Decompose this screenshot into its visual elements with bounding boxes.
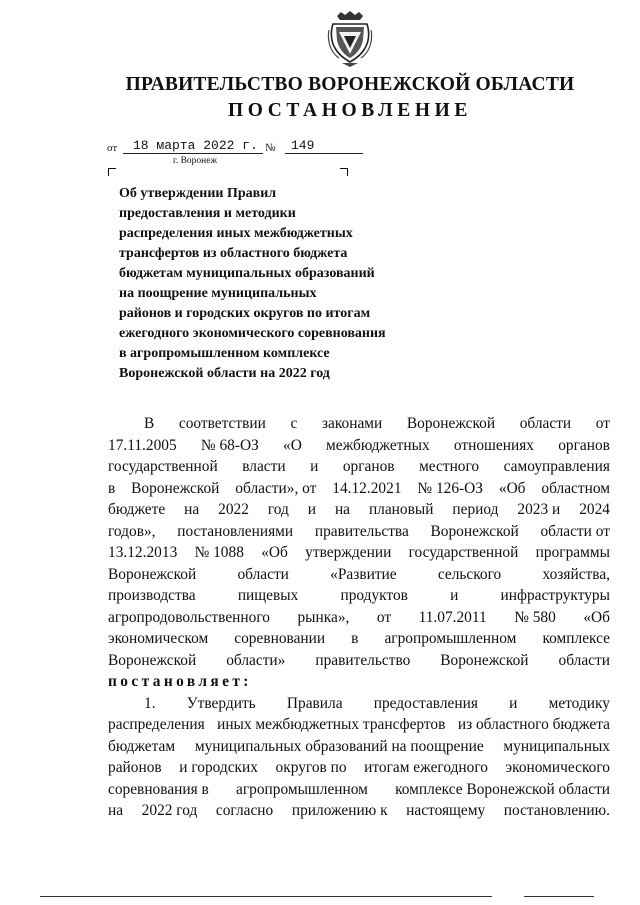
subject-line: районов и городских округов по итогам (119, 306, 371, 321)
item-1-paragraph (108, 693, 610, 822)
word: на (108, 802, 124, 819)
word: самоуправления (503, 458, 610, 475)
word: распределения (108, 716, 205, 733)
text-line (108, 779, 610, 801)
word: соревнования в (108, 780, 209, 798)
text-line (108, 478, 610, 500)
word: области (558, 651, 610, 669)
text-line (108, 714, 610, 736)
word: постановлениями (177, 522, 294, 540)
word: соответствии (178, 415, 266, 432)
word: Воронежской (131, 479, 220, 497)
decree-line (108, 671, 610, 693)
word: В (144, 415, 155, 432)
word: настоящему (406, 802, 486, 819)
word: пищевых (237, 587, 299, 604)
word: иных межбюджетных трансфертов (217, 716, 446, 733)
subject-line: Воронежской области на 2022 год (119, 366, 330, 381)
word: агропродовольственного (108, 608, 270, 626)
preamble-paragraph (108, 413, 610, 671)
word: № 126-ОЗ (417, 479, 483, 497)
word: с (290, 415, 298, 432)
word: государственной (108, 458, 218, 475)
word: муниципальных (503, 737, 610, 755)
word: продуктов (340, 587, 408, 604)
word: бюджете (108, 501, 166, 518)
text-line (108, 628, 610, 650)
date-prefix: от (107, 142, 118, 154)
word: комплексе (542, 630, 610, 647)
subject-line: на поощрение муниципальных (119, 286, 317, 301)
word: местного (419, 458, 480, 475)
text-line (108, 413, 610, 435)
word: и городских (179, 759, 258, 776)
word: соревновании (234, 630, 326, 647)
word: правительство (315, 651, 411, 669)
word: от (595, 415, 610, 432)
word: Правила (286, 694, 343, 712)
word: 11.07.2011 (418, 608, 487, 626)
word: в (108, 479, 116, 497)
word: Воронежской (406, 415, 496, 432)
word: межбюджетных (326, 436, 430, 454)
word: предоставления (373, 694, 478, 712)
word: производства (108, 587, 196, 604)
word: экономического (505, 759, 610, 776)
word: согласно (215, 802, 274, 819)
city: г. Воронеж (173, 156, 218, 166)
word: «Об (261, 544, 288, 561)
word: области» (226, 651, 286, 669)
word: год (267, 501, 289, 518)
subject-line: Об утверждении Правил (119, 186, 277, 201)
word: «Об (583, 608, 610, 626)
text-line (108, 736, 610, 758)
word: утверждении (305, 544, 392, 561)
text-line (108, 650, 610, 672)
word: 2022 год (141, 802, 198, 819)
text-line (108, 499, 610, 521)
corner-mark-left (108, 168, 116, 176)
word: 2022 (218, 501, 249, 518)
text-line (108, 456, 610, 478)
word: 17.11.2005 (108, 436, 177, 454)
government-name: ПРАВИТЕЛЬСТВО ВОРОНЕЖСКОЙ ОБЛАСТИ (125, 74, 575, 95)
subject-line: распределения иных межбюджетных (119, 226, 353, 241)
word: методику (548, 694, 610, 712)
word: инфраструктуры (500, 587, 610, 604)
word: власти (242, 458, 286, 475)
text-line (108, 542, 610, 564)
document-subject (119, 184, 439, 384)
word: районов (108, 759, 162, 776)
number-prefix: № (265, 142, 276, 154)
text-line (108, 564, 610, 586)
document-body (108, 413, 610, 822)
footer-rule (40, 896, 492, 897)
subject-line: трансфертов из областного бюджета (119, 246, 348, 261)
word: областном (541, 479, 610, 497)
word: государственной (408, 544, 519, 561)
document-type: ПОСТАНОВЛЕНИЕ (227, 100, 473, 121)
word: «О (283, 436, 302, 454)
word: № 68-ОЗ (200, 436, 259, 454)
word: Воронежской (108, 651, 197, 669)
word: сельского (437, 565, 502, 583)
word: правительства (314, 522, 409, 540)
word: Воронежской (430, 522, 519, 540)
word: 14.12.2021 (332, 479, 402, 497)
text-line (108, 585, 610, 607)
word: хозяйства, (542, 565, 610, 583)
subject-line: предоставления и методики (119, 206, 296, 221)
word: отношениях (453, 436, 534, 454)
word: комплексе Воронежской области (395, 780, 610, 798)
word: рынка», (297, 608, 350, 626)
text-line (108, 607, 610, 629)
word: и (509, 694, 518, 712)
word: итогам ежегодного (364, 759, 488, 776)
text-line (108, 693, 610, 715)
word: Воронежской (108, 565, 197, 583)
decree-word: постановляет: (108, 673, 252, 690)
word: приложению к (291, 802, 388, 819)
subject-line: ежегодного экономического соревнования (119, 326, 386, 341)
text-line (108, 757, 610, 779)
word: агропромышленном (384, 630, 517, 647)
text-line (108, 521, 610, 543)
word: постановлению. (503, 802, 610, 819)
word: плановый (368, 501, 434, 518)
footer-rule-short (524, 896, 594, 897)
word: области (237, 565, 289, 583)
word: в (351, 630, 359, 647)
word: от (376, 608, 392, 626)
word: № 580 (514, 608, 556, 626)
subject-line: в агропромышленном комплексе (119, 346, 330, 361)
word: агропромышленном (235, 780, 368, 798)
word: области», от (235, 479, 317, 497)
word: области от (540, 522, 610, 540)
word: области (519, 415, 572, 432)
corner-mark-right (340, 168, 348, 176)
word: и (307, 501, 317, 518)
word: бюджетам (108, 737, 176, 755)
word: 2023 и (517, 501, 561, 518)
word: законами (321, 415, 383, 432)
word: № 1088 (194, 544, 244, 561)
date-number-line (107, 134, 367, 156)
word: 2024 (579, 501, 610, 518)
text-line (108, 435, 610, 457)
word: и (450, 587, 459, 604)
word: на (184, 501, 200, 518)
word: округов по (275, 759, 347, 776)
word: Утвердить (186, 694, 256, 712)
word: муниципальных образований на поощрение (194, 737, 484, 755)
word: Воронежской (440, 651, 529, 669)
text-line (108, 800, 610, 822)
word: «Об (498, 479, 526, 497)
word: «Развитие (330, 565, 397, 583)
document-number: 149 (285, 139, 363, 154)
coat-of-arms-icon (327, 10, 373, 68)
document-date: 18 марта 2022 г. (123, 139, 263, 154)
subject-line: бюджетам муниципальных образований (119, 266, 375, 281)
word: период (452, 501, 499, 518)
word: программы (535, 544, 610, 561)
word: экономическом (108, 630, 209, 647)
word: и (310, 458, 319, 475)
word: органов (342, 458, 395, 475)
word: 1. (144, 694, 156, 712)
word: на (334, 501, 351, 518)
word: 13.12.2013 (108, 544, 178, 561)
word: органов (558, 436, 610, 454)
word: из областного бюджета (457, 716, 610, 733)
word: годов», (108, 522, 156, 540)
